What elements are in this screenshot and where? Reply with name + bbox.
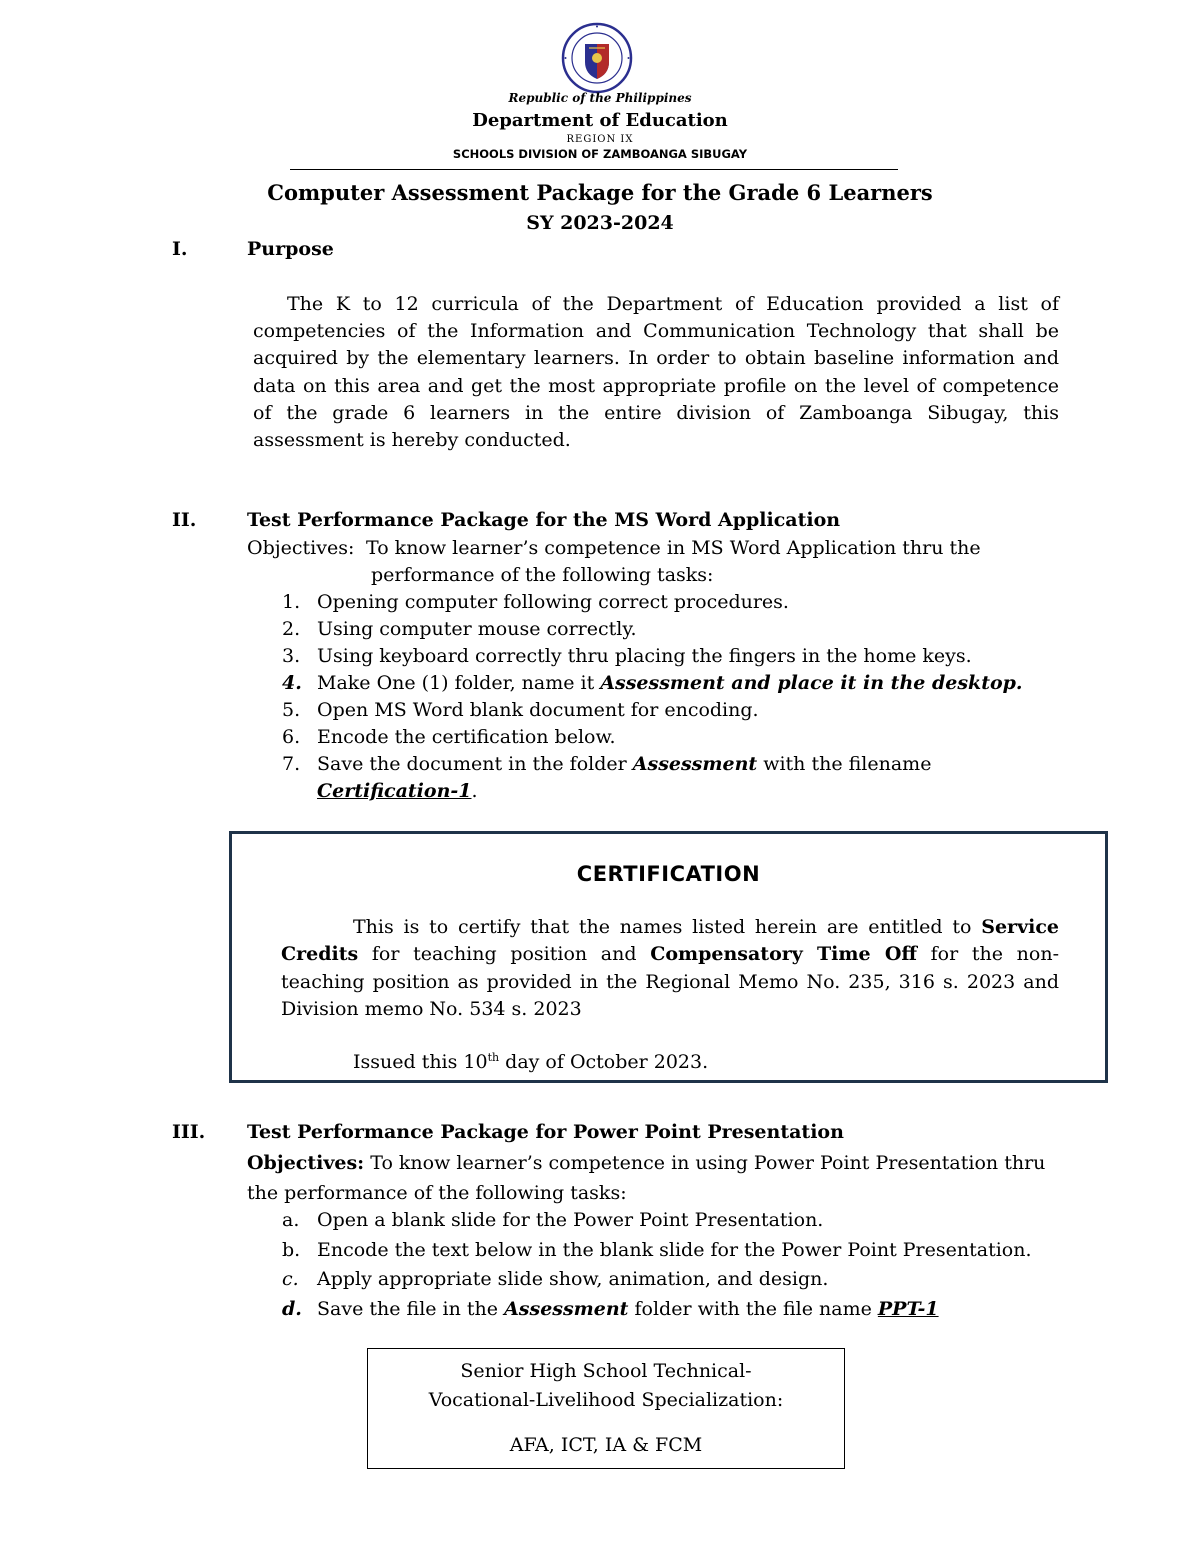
- header-region: REGION IX: [566, 134, 634, 145]
- list-marker: 5.: [282, 699, 301, 721]
- section3-number: III.: [172, 1121, 206, 1143]
- list-item: [270, 724, 1070, 751]
- list-item-text: Using keyboard correctly thru placing the fingers in the home keys.: [317, 645, 972, 667]
- shs-line3: AFA, ICT, IA & FCM: [509, 1434, 703, 1456]
- folder-instruction-emphasis: Assessment and place it in the desktop.: [600, 672, 1023, 694]
- list-item-text: Encode the text below in the blank slide for the Power Point Presentation.: [317, 1238, 1032, 1261]
- issued-text: Issued this 10: [353, 1051, 488, 1073]
- section3-objectives: [247, 1149, 1067, 1208]
- section2-objectives-text: To know learner’s competence in MS Word Application thru the: [366, 537, 981, 559]
- list-item-text: Using computer mouse correctly.: [317, 618, 637, 640]
- issued-ordinal: th: [487, 1051, 500, 1064]
- section2-title: Test Performance Package for the MS Word Application: [247, 509, 841, 531]
- list-marker: 2.: [282, 618, 301, 640]
- certification-box: [229, 831, 1108, 1083]
- service-credits-emphasis: Service Credits: [281, 916, 1059, 966]
- shs-specialization-box: [367, 1348, 845, 1469]
- certification-paragraph: [281, 914, 1059, 1023]
- list-item-text: Make One (1) folder, name it: [317, 672, 601, 694]
- deped-seal-logo: [561, 22, 633, 94]
- filename-emphasis: PPT-1: [877, 1297, 939, 1320]
- list-item: [270, 616, 1070, 643]
- list-item: [270, 1236, 1070, 1266]
- section1-title: Purpose: [247, 238, 334, 260]
- list-item-text: Encode the certification below.: [317, 726, 616, 748]
- list-item-text: with the filename: [757, 753, 932, 775]
- list-item: [270, 643, 1070, 670]
- certification-title: CERTIFICATION: [576, 862, 761, 886]
- list-item: [270, 751, 1070, 805]
- issued-text: day of October 2023.: [499, 1051, 709, 1073]
- list-item-text: Save the file in the: [317, 1297, 505, 1320]
- cert-text: for teaching position and: [358, 943, 651, 966]
- section3-title: Test Performance Package for Power Point Presentation: [247, 1121, 844, 1143]
- section2-number: II.: [172, 509, 197, 531]
- section2-objectives-continued: performance of the following tasks:: [371, 564, 714, 586]
- section3-objectives-label: Objectives:: [247, 1152, 365, 1174]
- list-marker: a.: [282, 1209, 300, 1231]
- list-marker: 3.: [282, 645, 301, 667]
- list-marker: d.: [282, 1297, 302, 1320]
- cert-text: for the non-teaching position as provided in the Regional Memo No. 235, 316 s. 2023 and Division memo No. 534 s. 2023: [281, 943, 1059, 1020]
- list-item-text: .: [471, 780, 478, 802]
- shs-line2: Vocational-Livelihood Specialization:: [428, 1389, 784, 1411]
- list-item: [270, 1295, 1070, 1325]
- list-item: [270, 589, 1070, 616]
- list-marker: b.: [282, 1238, 301, 1261]
- filename-emphasis: Certification-1: [317, 780, 472, 802]
- compensatory-time-off-emphasis: Compensatory Time Off: [650, 943, 917, 966]
- list-item: [270, 697, 1070, 724]
- folder-name-emphasis: Assessment: [632, 753, 758, 775]
- list-item-text: Open MS Word blank document for encoding.: [317, 699, 759, 721]
- list-item: [270, 1265, 1070, 1295]
- word-task-list: [270, 589, 1070, 805]
- purpose-paragraph: The K to 12 curricula of the Department of Education provided a list of competencies of the Information and Communication Technology that shall be acquired by the elementary learners. In order to obtain baseline information and data on this area and get the most appropriate profile on the level of competence of the grade 6 learners in the entire division of Zamboanga Sibugay, this assessment is hereby conducted.: [253, 293, 1059, 452]
- certification-issued-line: [353, 1049, 708, 1076]
- shs-line1: Senior High School Technical-: [460, 1360, 752, 1382]
- header-department: Department of Education: [472, 110, 728, 131]
- section3-objectives-text: To know learner’s competence in using Power Point Presentation thru the performance of the following tasks:: [247, 1152, 1046, 1204]
- folder-name-emphasis: Assessment: [504, 1297, 629, 1320]
- list-item-text: Open a blank slide for the Power Point Presentation.: [317, 1209, 824, 1231]
- section1-number: I.: [172, 238, 188, 260]
- list-item: [270, 670, 1070, 697]
- list-marker: 4.: [282, 672, 302, 694]
- ppt-task-list: [270, 1206, 1070, 1324]
- document-title: Computer Assessment Package for the Grade 6 Learners: [267, 180, 933, 205]
- header-republic: Republic of the Philippines: [508, 91, 692, 105]
- header-division: SCHOOLS DIVISION OF ZAMBOANGA SIBUGAY: [452, 147, 748, 161]
- list-item: [270, 1206, 1070, 1236]
- list-marker: 1.: [282, 591, 301, 613]
- list-marker: 7.: [282, 753, 301, 775]
- list-marker: 6.: [282, 726, 301, 748]
- school-year: SY 2023-2024: [526, 212, 674, 234]
- list-item-text: Opening computer following correct procedures.: [317, 591, 789, 613]
- list-marker: c.: [282, 1268, 299, 1290]
- section2-objectives-label: Objectives:: [247, 537, 355, 559]
- list-item-text: Apply appropriate slide show, animation, and design.: [317, 1268, 829, 1290]
- header-divider: [290, 169, 898, 170]
- cert-text: This is to certify that the names listed herein are entitled to: [353, 916, 982, 938]
- list-item-text: folder with the file name: [628, 1297, 878, 1320]
- list-item-text: Save the document in the folder: [317, 753, 633, 775]
